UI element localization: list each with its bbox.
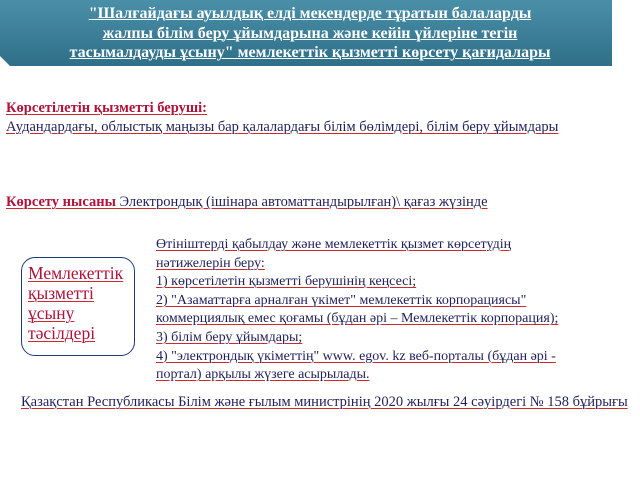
methods-box-text bbox=[28, 263, 138, 343]
details-line-1: Өтініштерді қабылдау және мемлекеттік қызмет көрсетудің bbox=[156, 237, 512, 252]
footer-order-reference: Қазақстан Республикасы Білім және ғылым министрінің 2020 жылғы 24 сәуірдегі № 158 бұйрығы bbox=[21, 394, 628, 410]
methods-line-4: тәсілдері bbox=[28, 323, 96, 343]
details-text bbox=[156, 236, 628, 385]
details-line-3: 1) көрсетілетін қызметті берушінің кеңсесі; bbox=[156, 274, 417, 290]
details-line-7: 4) "электрондық үкіметтің" www. egov. kz веб-порталы (бұдан әрі - bbox=[156, 348, 556, 364]
provider-text: Аудандардағы, облыстық маңызы бар қалалардағы білім бөлімдері, білім беру ұйымдары bbox=[6, 119, 559, 135]
service-form-row bbox=[6, 194, 488, 211]
service-form-label: Көрсету нысаны bbox=[6, 194, 116, 210]
details-line-2: нәтижелерін беру: bbox=[156, 255, 265, 271]
details-line-4: 2) "Азаматтарға арналған үкімет" мемлекеттік корпорациясы" bbox=[156, 292, 527, 308]
methods-line-2: қызметті bbox=[28, 283, 94, 303]
methods-line-3: ұсыну bbox=[28, 303, 75, 323]
details-line-5: коммерциялық емес қоғамы (бұдан әрі – Мемлекеттік корпорация); bbox=[156, 311, 559, 327]
details-line-8: портал) арқылы жүзеге асырылады. bbox=[156, 367, 370, 383]
title-text bbox=[10, 4, 610, 63]
title-line-2: жалпы білім беру ұйымдарына және кейін үйлеріне тегін bbox=[102, 24, 518, 42]
provider-label: Көрсетілетін қызметті беруші: bbox=[6, 100, 207, 116]
service-form-value: Электрондық (ішінара автоматтандырылған)\ қағаз жүзінде bbox=[115, 194, 488, 210]
title-line-3: тасымалдауды ұсыну" мемлекеттік қызметті көрсету қағидалары bbox=[69, 44, 551, 61]
methods-line-1: Мемлекеттік bbox=[28, 263, 124, 283]
title-line-1: "Шалғайдағы ауылдық елді мекендерде тұратын балаларды bbox=[88, 5, 532, 22]
details-line-6: 3) білім беру ұйымдары; bbox=[156, 329, 303, 345]
